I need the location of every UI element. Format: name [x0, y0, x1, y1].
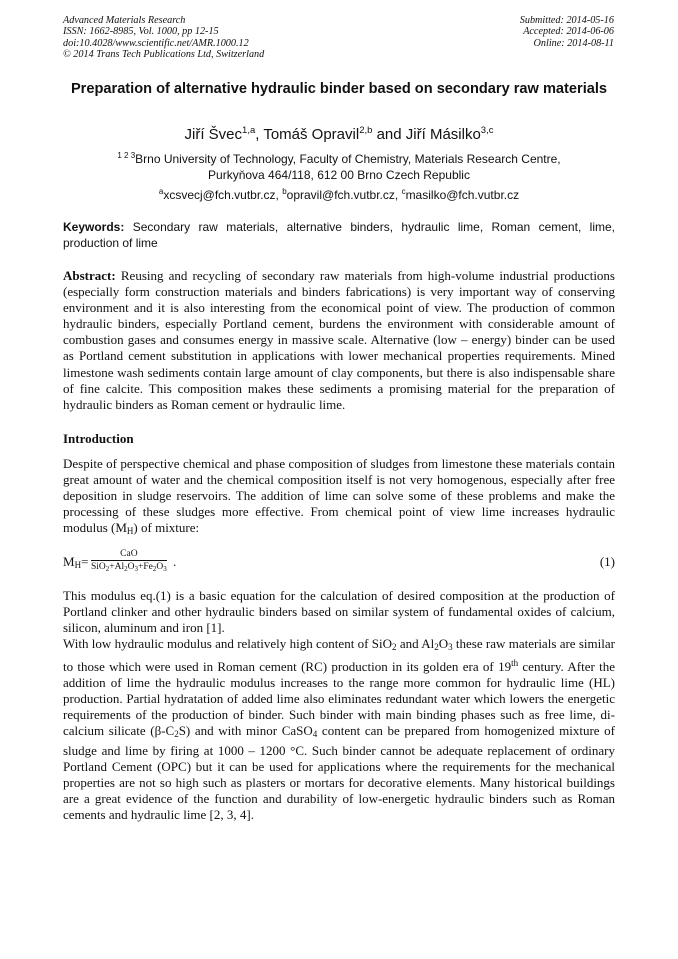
intro-paragraph-2: This modulus eq.(1) is a basic equation for the calculation of desired composition at the production of Portland clinker and other hydraulic binders based on similar system of fundamental oxides of calcium, silicon, aluminum and iron [1]. — [63, 588, 615, 636]
den-sub: 2 — [152, 565, 157, 573]
den-part: O — [156, 562, 164, 572]
den-part: O — [127, 562, 135, 572]
eq-subscript: H — [74, 560, 82, 570]
paragraph-text: S) and with minor CaSO — [178, 723, 313, 739]
den-part: +Fe — [138, 562, 153, 572]
journal-copyright: © 2014 Trans Tech Publications Ltd, Switzerland — [63, 48, 265, 60]
subscript: 2 — [174, 729, 179, 740]
author-sup: 1,a — [242, 125, 256, 136]
date-online: Online: 2014-08-11 — [533, 37, 614, 49]
journal-doi: doi:10.4028/www.scientific.net/AMR.1000.12 — [63, 37, 249, 49]
equation-numerator: CaO — [120, 549, 138, 559]
eq-symbol: M — [63, 554, 75, 569]
journal-name: Advanced Materials Research — [63, 15, 186, 26]
subscript: 4 — [312, 729, 318, 740]
affiliation-line1: Brno University of Technology, Faculty of Chemistry, Materials Research Centre, — [135, 152, 561, 166]
subscript: H — [126, 526, 134, 537]
author-name: Jiří Švec — [184, 126, 243, 143]
author-name: Jiří Másilko — [405, 126, 481, 143]
email-link[interactable]: masilko@fch.vutbr.cz — [405, 188, 520, 202]
equation-number: (1) — [599, 554, 615, 569]
keywords-label: Keywords: — [63, 220, 125, 234]
intro-paragraph-3 — [63, 636, 615, 823]
author-name: Tomáš Opravil — [263, 126, 360, 143]
email-link[interactable]: opravil@fch.vutbr.cz — [286, 188, 395, 202]
author-sup: 2,b — [359, 125, 373, 136]
den-part: +Al — [109, 562, 125, 572]
affiliation-sup: 1 2 3 — [117, 151, 136, 160]
abstract — [63, 268, 615, 413]
affiliation — [63, 148, 615, 183]
paragraph-text: Despite of perspective chemical and phase composition of sludges from limestone these materials contain great amount of water and the chemical composition itself is not very homogenous, especially after free deposition in sludge reservoirs. The addition of lime can solve some of these problems and make the processing of these sludges more effective. From chemical point of view lime increases hydraulic modulus (M — [63, 456, 615, 536]
paper-title: Preparation of alternative hydraulic binder based on secondary raw materials — [70, 81, 608, 97]
den-sub: 2 — [124, 565, 128, 573]
journal-header — [63, 15, 264, 60]
abstract-text: Reusing and recycling of secondary raw materials from high-volume industrial productions (especially form construction materials and binders fabrications) is very important way of conserving environment and it is also interesting from the economical point of view. The production of common hydraulic binders, especially Portland cement, burdens the environment with considerable amount of combustion gases and consumes energy in massive scale. Alternative (low – energy) binder can be used as Portland cement substitution in applications with lower mechanical properties requirements. Mined limestone wash sediments contain large amount of clay components, but there is also indispensable share of fine calcite. This composition makes these sediments a promising material for the preparation of hydraulic binders as Roman cement or hydraulic lime. — [63, 268, 615, 412]
email-sup: c — [401, 187, 406, 196]
abstract-label: Abstract: — [63, 268, 116, 283]
subscript: 2 — [392, 642, 397, 652]
dates-header — [520, 15, 614, 49]
equation-denominator — [91, 561, 167, 575]
email-sup: b — [282, 187, 287, 196]
journal-issn: ISSN: 1662-8985, Vol. 1000, pp 12-15 — [63, 26, 219, 38]
superscript: th — [511, 658, 519, 669]
paragraph-text: With low hydraulic modulus and relatively high content of SiO — [63, 636, 392, 651]
eq-equals: = — [81, 554, 89, 569]
author-list: Jiří Švec$^{1,a}$, Tomáš Opravil$^{2,b}$ and Jiří Másilko$^{3,c}$ — [184, 125, 494, 143]
paragraph-text: these raw materials are similar to those which were used in Roman cement (RC) production in its golden era of 19 — [63, 636, 615, 675]
den-sub: 2 — [105, 565, 110, 573]
den-sub: 3 — [134, 565, 139, 573]
subscript: 2 — [434, 642, 439, 652]
email-sup: a — [158, 187, 164, 196]
intro-paragraph-1 — [63, 456, 615, 539]
paragraph-text: ) of mixture: — [133, 520, 200, 536]
date-submitted: Submitted: 2014-05-16 — [519, 15, 614, 26]
section-heading: Introduction — [63, 431, 134, 446]
paragraph-text: century. After the addition of lime the hydraulic modulus increases to the range more common for hydraulic lime (HL) production. Partial hydratation of added lime also eliminates redundant water which lowers the energetic requirements of the production of binder. Such binder with main binding phases such as free lime, di-calcium silicate (β-C — [63, 659, 616, 739]
date-accepted: Accepted: 2014-06-06 — [523, 26, 614, 38]
email-list: $^a$xcsvecj@fch.vutbr.cz, $^b$opravil@fch.vutbr.cz, $^c$masilko@fch.vutbr.cz — [158, 187, 520, 202]
keywords-text: Secondary raw materials, alternative binders, hydraulic lime, Roman cement, lime, production of lime — [63, 220, 615, 250]
paragraph-text: and Al — [396, 636, 435, 651]
subscript: 3 — [448, 642, 453, 652]
den-sub: 3 — [163, 565, 167, 573]
author-sup: 3,c — [480, 125, 494, 136]
den-part: SiO — [91, 562, 106, 572]
affiliation-line2: Purkyňova 464/118, 612 00 Brno Czech Republic — [208, 168, 470, 182]
paragraph-text: content can be prepared from homogenized mixture of sludge and lime by firing at 1000 – 1200 °C. Such binder cannot be adequate replacement of ordinary Portland Cement (OPC) but it can be used for applications where the requirements for the mechanical properties are not so high such as plasters or mortars for decorative elements. Many historical buildings are a great evidence of the function and durability of low-energetic hydraulic binders such as Roman cements and hydraulic lime [2, 3, 4]. — [63, 723, 616, 822]
equation-period: . — [173, 554, 177, 569]
equation-fraction — [91, 548, 167, 575]
paragraph-text: O — [438, 636, 449, 651]
email-link[interactable]: xcsvecj@fch.vutbr.cz — [163, 188, 276, 202]
keywords — [63, 220, 615, 251]
equation-lhs — [63, 554, 88, 570]
equation-1 — [63, 545, 615, 579]
